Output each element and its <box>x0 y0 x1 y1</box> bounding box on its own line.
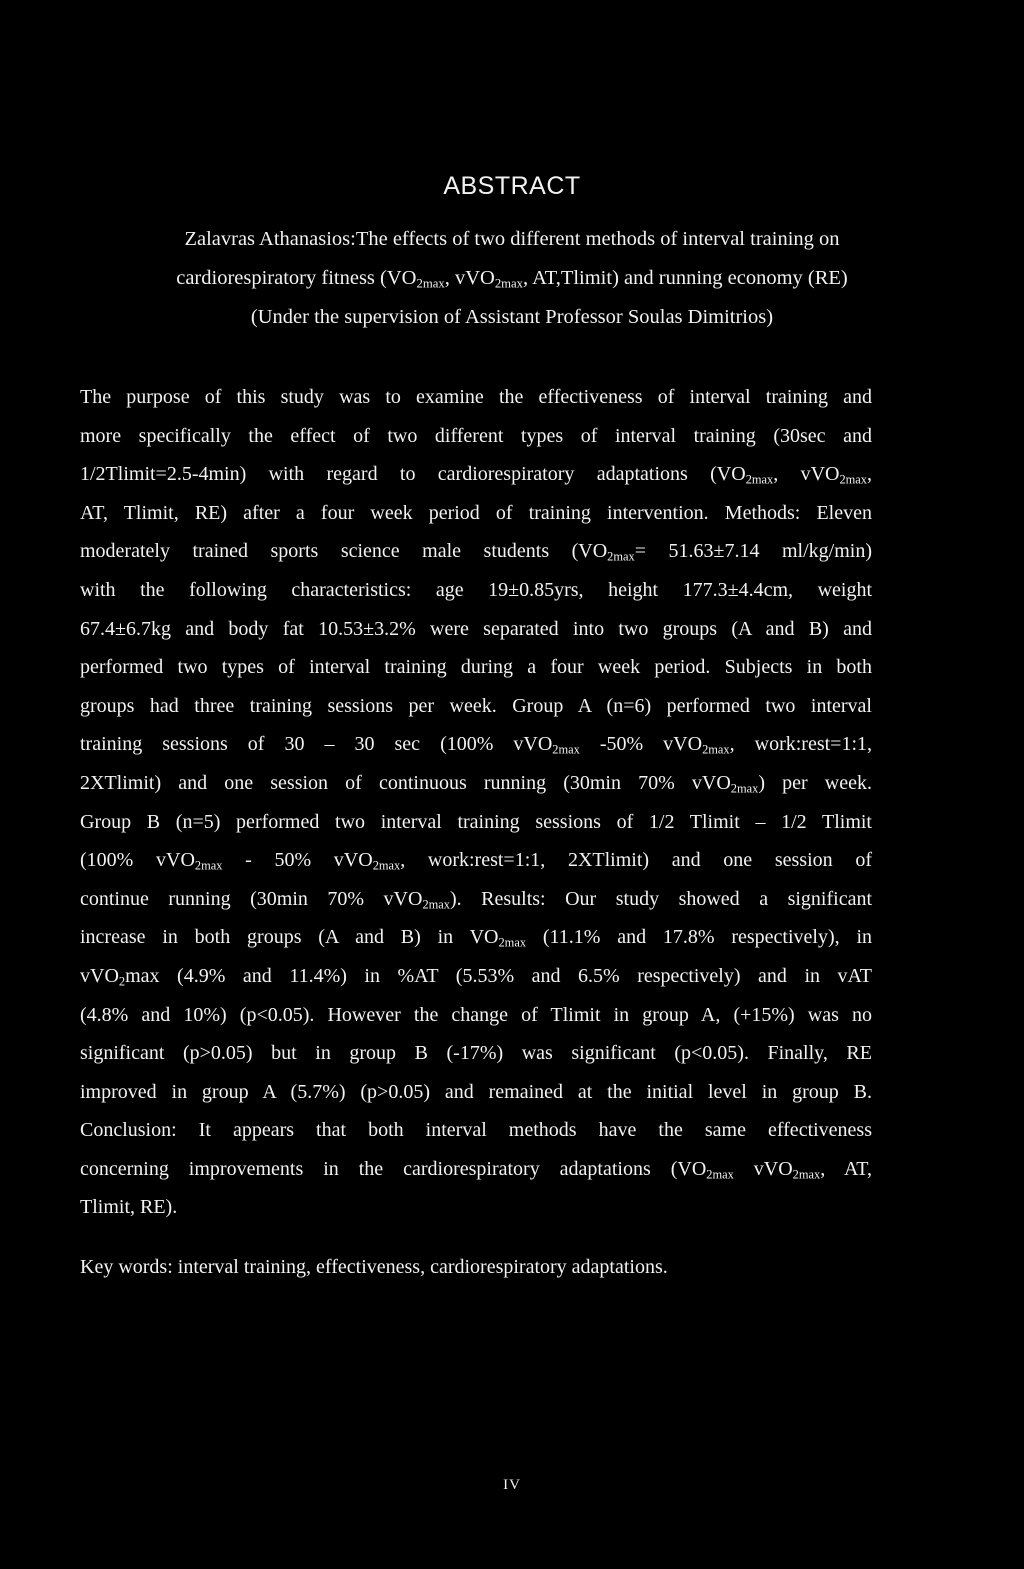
text-run: (Under the supervision of Assistant Professor Soulas Dimitrios) <box>250 306 774 328</box>
body-line <box>80 1034 872 1073</box>
text-run: -50% vVO <box>579 733 703 756</box>
subscript: 2max <box>702 742 730 757</box>
body-line <box>80 1111 872 1150</box>
subscript: 2max <box>706 1167 734 1182</box>
page-number: IV <box>503 1477 521 1493</box>
text-run: max (4.9% and 11.4%) in %AT (5.53% and 6.5% respectively) and in vAT <box>125 964 872 987</box>
text-run: (100% vVO <box>80 849 195 872</box>
text-run: moderately trained sports science male students (VO <box>80 540 608 563</box>
text-run: concerning improvements in the cardiorespiratory adaptations (VO <box>80 1157 707 1180</box>
text-run: The purpose of this study was to examine the effectiveness of interval training and <box>80 386 872 408</box>
body-line <box>80 996 872 1035</box>
body-line <box>80 417 872 456</box>
body-line <box>80 571 872 610</box>
body-line <box>80 1150 872 1189</box>
text-run: 1/2Tlimit=2.5-4min) with regard to cardiorespiratory adaptations (VO <box>80 463 746 486</box>
text-run: AT, Tlimit, RE) after a four week period of training intervention. Methods: Eleven <box>80 501 872 524</box>
text-run: continue running (30min 70% vVO <box>80 887 423 910</box>
body-line <box>80 378 872 417</box>
body-line <box>80 532 872 571</box>
body-line <box>80 764 872 803</box>
text-run: 67.4±6.7kg and body fat 10.53±3.2% were separated into two groups (A and B) and <box>80 617 872 640</box>
body-line <box>80 494 872 533</box>
text-run: increase in both groups (A and B) in VO <box>80 926 499 949</box>
title-line <box>60 298 964 337</box>
subscript: 2max <box>730 781 759 796</box>
text-run: Group B (n=5) performed two interval training sessions of 1/2 Tlimit – 1/2 Tlimit <box>80 810 872 833</box>
body-line <box>80 725 872 764</box>
text-run: groups had three training sessions per week. Group A (n=6) performed two interval <box>80 694 872 717</box>
text-run: training sessions of 30 – 30 sec (100% vVO <box>80 733 553 756</box>
subscript: 2max <box>607 549 635 564</box>
text-run: improved in group A (5.7%) (p>0.05) and remained at the initial level in group B. <box>80 1080 872 1103</box>
text-run: with the following characteristics: age 19±0.85yrs, height 177.3±4.4cm, weight <box>80 578 872 601</box>
subscript: 2max <box>745 472 774 487</box>
text-run: , <box>867 463 872 486</box>
abstract-body <box>80 378 872 1227</box>
subscript: 2max <box>498 935 527 950</box>
body-line <box>80 648 872 687</box>
subscript: 2max <box>194 858 223 873</box>
body-line <box>80 918 872 957</box>
text-run: (11.1% and 17.8% respectively), in <box>526 926 873 949</box>
text-run: 2XTlimit) and one session of continuous running (30min 70% vVO <box>80 771 731 794</box>
text-run: - 50% vVO <box>222 849 373 872</box>
text-run: (4.8% and 10%) (p<0.05). However the change of Tlimit in group A, (+15%) was no <box>80 1003 872 1026</box>
subscript: 2max <box>494 276 524 291</box>
body-line <box>80 687 872 726</box>
text-run: ). Results: Our study showed a significant <box>449 887 873 910</box>
text-run: vVO <box>733 1157 793 1180</box>
text-run: performed two types of interval training during a four week period. Subjects in both <box>80 656 872 679</box>
body-line <box>80 455 872 494</box>
text-run: , work:rest=1:1, 2XTlimit) and one session of <box>400 849 872 872</box>
text-run: , vVO <box>444 267 495 289</box>
text-run: Tlimit, RE). <box>80 1196 178 1219</box>
text-run: , vVO <box>773 463 840 486</box>
title-line <box>60 259 964 298</box>
subscript: 2max <box>372 858 401 873</box>
body-line <box>80 803 872 842</box>
text-run: cardiorespiratory fitness (VO <box>176 267 417 289</box>
subscript: 2max <box>792 1167 821 1182</box>
subscript: 2max <box>552 742 580 757</box>
body-line <box>80 957 872 996</box>
text-run: vVO <box>80 964 119 987</box>
text-run: , work:rest=1:1, <box>729 733 872 756</box>
text-run: = 51.63±7.14 ml/kg/min) <box>634 540 872 563</box>
text-run: Conclusion: It appears that both interval methods have the same effectiveness <box>80 1119 872 1142</box>
text-run: , AT, <box>820 1157 873 1180</box>
body-line <box>80 1188 872 1227</box>
subscript: 2max <box>839 472 867 487</box>
text-run: , AT,Tlimit) and running economy (RE) <box>523 267 848 289</box>
title-line <box>60 220 964 259</box>
text-run: Zalavras Athanasios:The effects of two different methods of interval training on <box>184 228 840 250</box>
text-run: more specifically the effect of two different types of interval training (30sec and <box>80 424 872 447</box>
text-run: significant (p>0.05) but in group B (-17%) was significant (p<0.05). Finally, RE <box>80 1042 872 1065</box>
text-run: ) per week. <box>758 771 872 794</box>
body-line <box>80 1073 872 1112</box>
body-line <box>80 841 872 880</box>
abstract-heading: ABSTRACT <box>443 172 581 200</box>
subscript: 2max <box>422 897 450 912</box>
subscript: 2max <box>416 276 445 291</box>
keywords-line: Key words: interval training, effectiveness, cardiorespiratory adaptations. <box>80 1256 668 1278</box>
subscript: 2 <box>118 974 126 989</box>
thesis-title-block <box>60 220 964 337</box>
body-line <box>80 880 872 919</box>
body-line <box>80 610 872 649</box>
